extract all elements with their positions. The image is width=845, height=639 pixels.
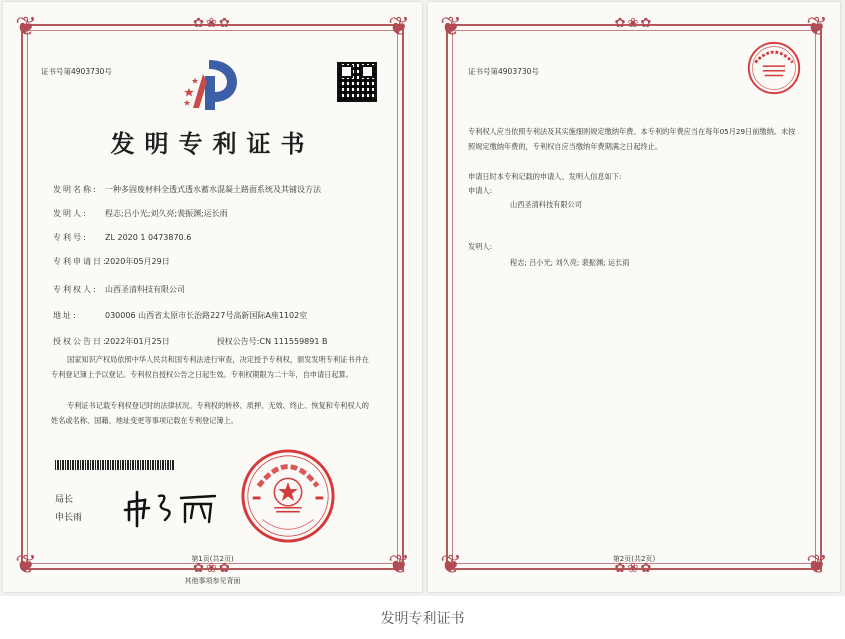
certificate-seal-image <box>746 40 802 96</box>
legal-status-statement: 专利证书记载专利权登记时的法律状况。专利权的转移、质押、无效、终止、恢复和专利权人的姓名或名称、国籍、地址变更等事项记载在专利登记簿上。 <box>51 401 369 425</box>
applicant-info-notice: 申请日时本专利记载的申请人、发明人信息如下: <box>468 172 622 181</box>
field-grant-date <box>53 336 327 347</box>
grant-statement: 国家知识产权局依照中华人民共和国专利法进行审查，决定授予专利权，颁发发明专利证书并在专利登记簿上予以登记。专利权自授权公告之日起生效。专利权期限为二十年，自申请日起算。 <box>51 355 369 379</box>
corner-ornament-icon: ❦ <box>15 12 37 42</box>
corner-ornament-icon: ❦ <box>440 550 462 580</box>
cnipa-logo-icon <box>181 56 241 112</box>
certificate-front-page <box>3 2 422 592</box>
field-label: 授权公告号: <box>216 337 260 346</box>
field-label: 专利申请日: <box>53 257 108 266</box>
corner-ornament-icon: ❦ <box>440 12 462 42</box>
decorative-inner-border <box>452 30 816 564</box>
inventor-names: 程志; 吕小光; 刘久亮; 裴振渊; 运长雨 <box>510 258 630 267</box>
field-patent-number <box>53 232 191 243</box>
field-label: 授权公告日: <box>53 337 108 346</box>
applicant-label: 申请人: <box>468 186 492 195</box>
field-label: 专利权人: <box>53 285 98 294</box>
field-value: 一种多固废材料全透式透水蓄水混凝土路面系统及其铺设方法 <box>105 185 321 194</box>
corner-ornament-icon: ❦ <box>806 550 828 580</box>
image-caption: 发明专利证书 <box>380 611 465 627</box>
barcode <box>55 460 175 470</box>
certificate-title: 发明专利证书 <box>110 130 315 158</box>
field-value: 2020年05月29日 <box>105 257 170 266</box>
director-signature-image <box>123 486 223 528</box>
field-application-date <box>53 256 170 267</box>
certificate-number: 证书号第4903730号 <box>468 67 539 76</box>
director-title: 局长 <box>55 495 74 505</box>
field-inventors <box>53 208 228 219</box>
field-label: 地址: <box>53 311 78 320</box>
inventor-label: 发明人: <box>468 242 492 251</box>
field-value: 030006 山西省太原市长治路227号高新国际A座1102室 <box>105 311 308 320</box>
page-number: 第2页(共2页) <box>612 555 656 563</box>
field-label: 发明名称: <box>53 185 98 194</box>
border-ornament-icon: ✿❀✿ <box>193 16 232 31</box>
corner-ornament-icon: ❦ <box>15 550 37 580</box>
field-invention-name <box>53 184 321 195</box>
field-value: 山西圣清科技有限公司 <box>105 285 185 294</box>
border-ornament-icon: ✿❀✿ <box>193 561 232 576</box>
page-number: 第1页(共2页) <box>191 555 234 563</box>
field-patentee <box>53 284 185 295</box>
field-value: 2022年01月25日 <box>105 337 170 346</box>
border-ornament-icon: ✿❀✿ <box>614 16 654 31</box>
annual-fee-notice: 专利权人应当依照专利法及其实施细则规定缴纳年费。本专利的年费应当在每年05月29日前缴纳。未按照规定缴纳年费的，专利权自应当缴纳年费期满之日起终止。 <box>468 127 796 151</box>
field-value: CN 111559891 B <box>259 337 328 346</box>
director-name: 申长雨 <box>55 513 83 523</box>
back-side-note: 其他事项参见背面 <box>184 577 241 585</box>
certificate-back-page <box>428 2 840 592</box>
field-value: ZL 2020 1 0473870.6 <box>105 233 192 242</box>
corner-ornament-icon: ❦ <box>388 12 410 42</box>
field-label: 专利号: <box>53 233 88 242</box>
qr-code <box>337 62 377 102</box>
field-label: 发明人: <box>53 209 88 218</box>
applicant-name: 山西圣清科技有限公司 <box>510 200 582 209</box>
corner-ornament-icon: ❦ <box>806 12 828 42</box>
official-seal-image <box>239 447 337 545</box>
border-ornament-icon: ✿❀✿ <box>614 561 654 576</box>
certificate-number: 证书号第4903730号 <box>41 67 112 76</box>
corner-ornament-icon: ❦ <box>388 550 410 580</box>
field-address <box>53 310 307 321</box>
field-value: 程志;吕小光;刘久亮;裴振渊;运长雨 <box>105 209 228 218</box>
